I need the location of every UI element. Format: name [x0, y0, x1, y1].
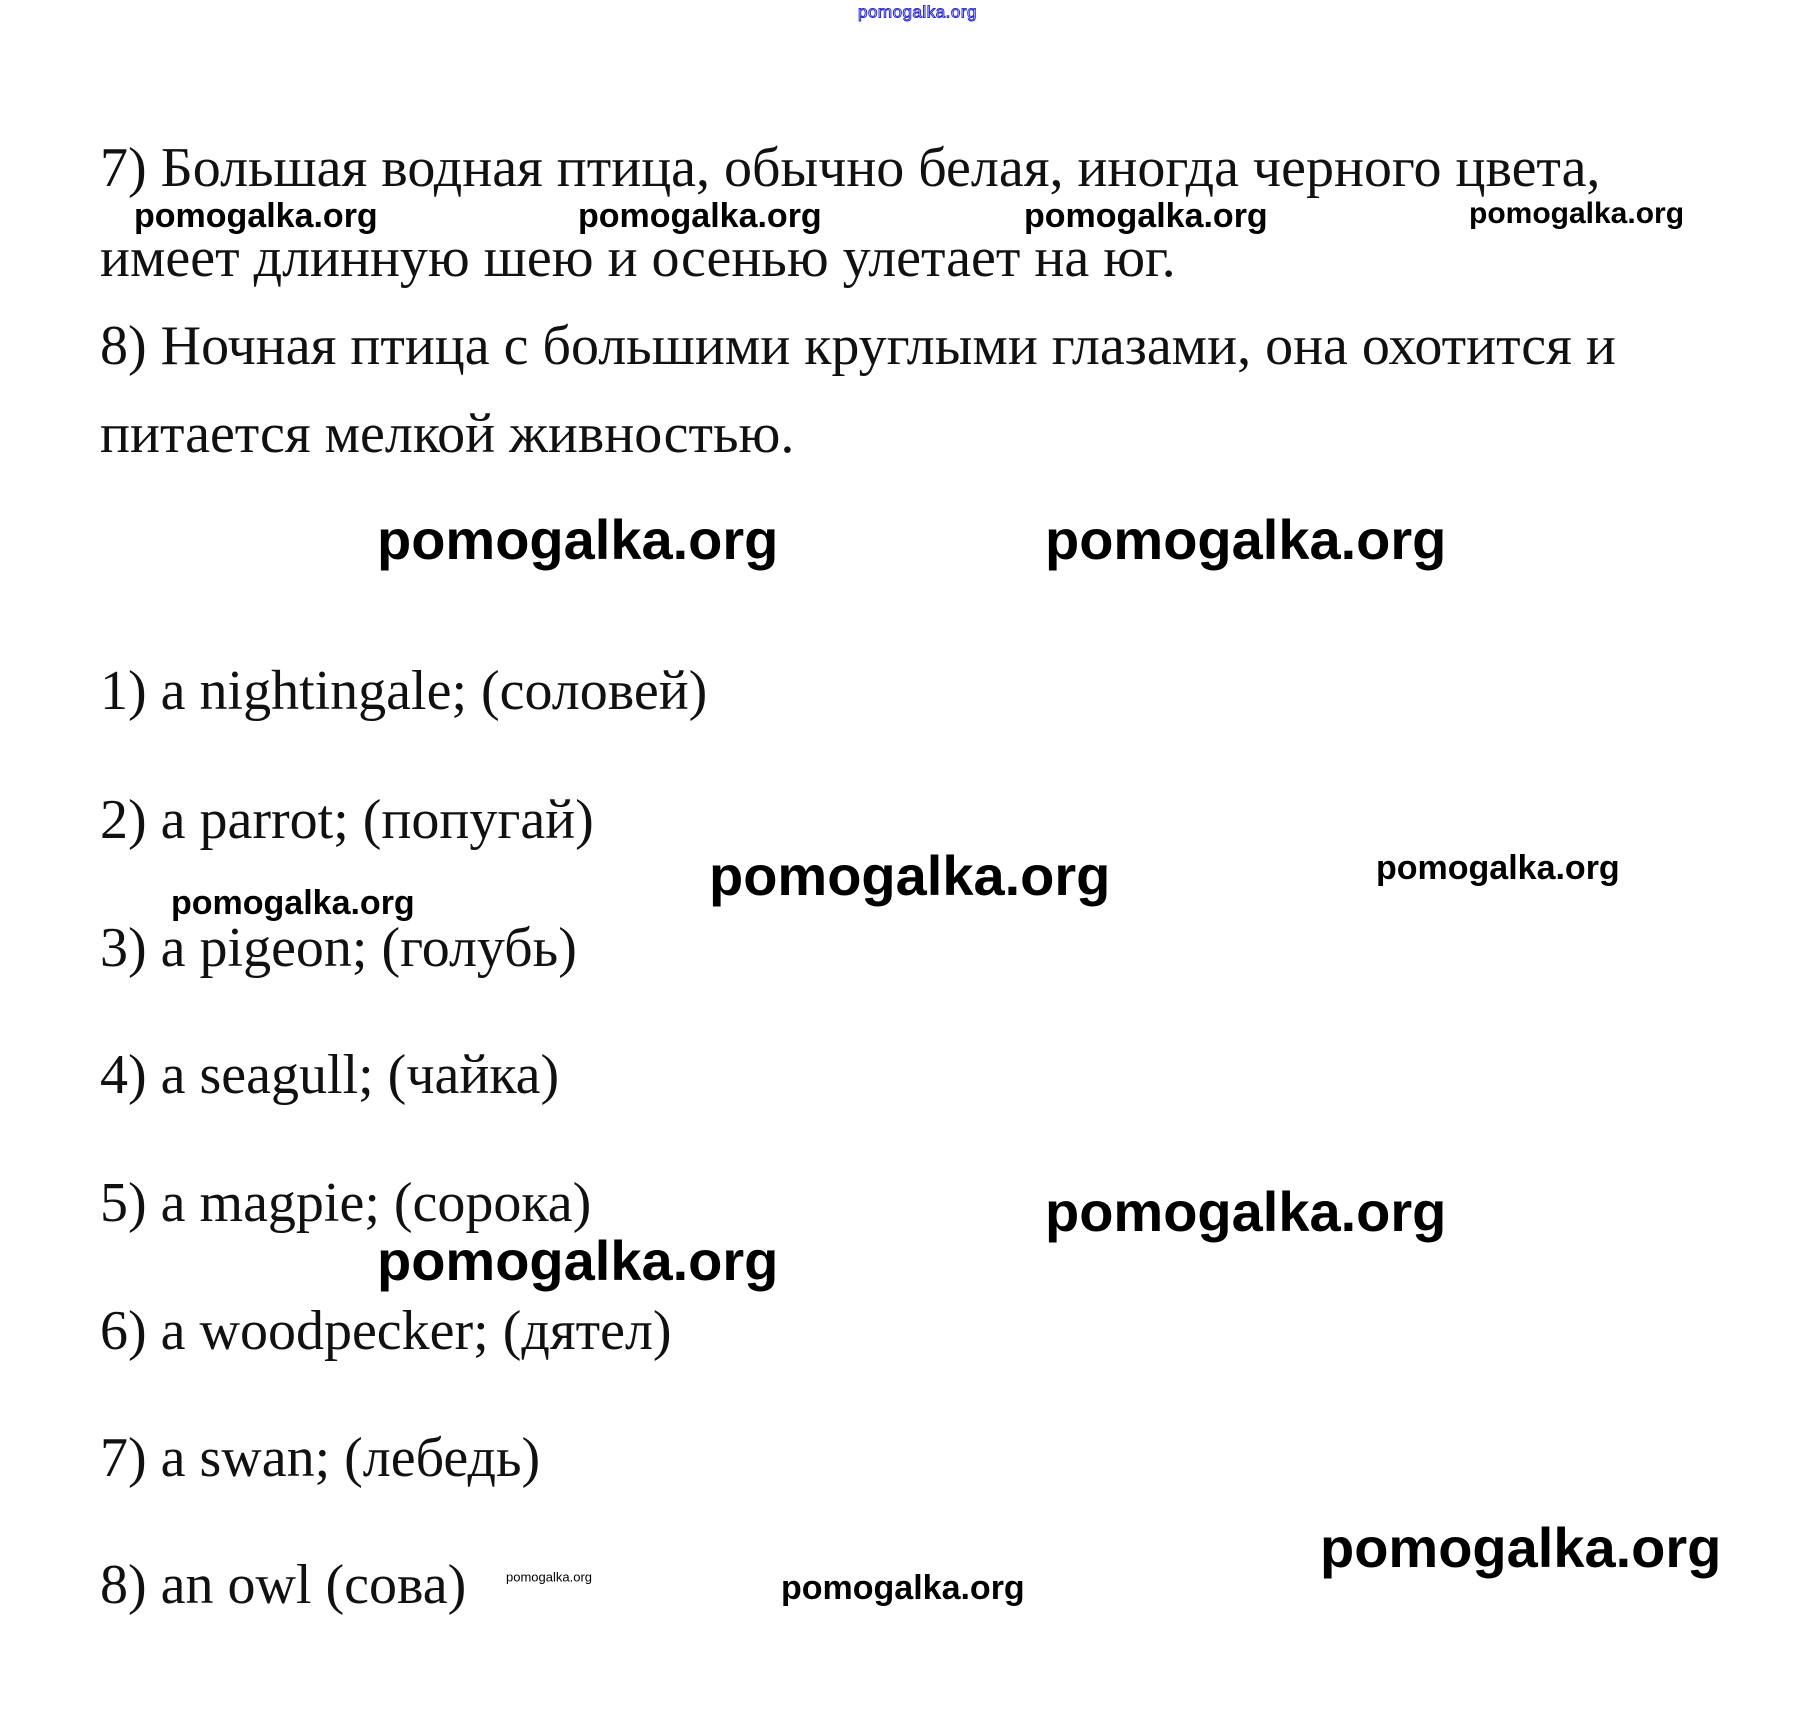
- watermark: pomogalka.org: [709, 844, 1111, 907]
- watermark: pomogalka.org: [506, 1569, 592, 1585]
- answer-3: 3) a pigeon; (голубь): [100, 917, 577, 979]
- watermark: pomogalka.org: [1320, 1516, 1722, 1579]
- watermark: pomogalka.org: [1376, 849, 1620, 887]
- answer-6: 6) a woodpecker; (дятел): [100, 1300, 672, 1362]
- watermark: pomogalka.org: [1045, 508, 1447, 571]
- answer-4: 4) a seagull; (чайка): [100, 1044, 560, 1106]
- watermark: pomogalka.org: [1469, 197, 1685, 230]
- watermark: pomogalka.org: [377, 508, 779, 571]
- answer-7: 7) a swan; (лебедь): [100, 1427, 541, 1489]
- header-watermark: pomogalka.org: [858, 2, 977, 22]
- watermark: pomogalka.org: [781, 1569, 1025, 1607]
- watermark: pomogalka.org: [377, 1229, 779, 1292]
- answer-1: 1) a nightingale; (соловей): [100, 660, 708, 722]
- answer-8: 8) an owl (сова): [100, 1554, 467, 1616]
- watermark: pomogalka.org: [1024, 197, 1268, 235]
- answer-2: 2) a parrot; (попугай): [100, 789, 594, 851]
- question-7-line-1: 7) Большая водная птица, обычно белая, иногда черного цвета,: [100, 137, 1601, 199]
- watermark: pomogalka.org: [578, 197, 822, 235]
- question-8-line-1: 8) Ночная птица с большими круглыми глазами, она охотится и: [100, 315, 1616, 377]
- question-7-line-2: имеет длинную шею и осенью улетает на юг.: [100, 227, 1176, 289]
- watermark: pomogalka.org: [1045, 1180, 1447, 1243]
- watermark: pomogalka.org: [134, 197, 378, 235]
- question-8-line-2: питается мелкой живностью.: [100, 403, 795, 465]
- answer-5: 5) a magpie; (сорока): [100, 1172, 592, 1234]
- watermark: pomogalka.org: [171, 884, 415, 922]
